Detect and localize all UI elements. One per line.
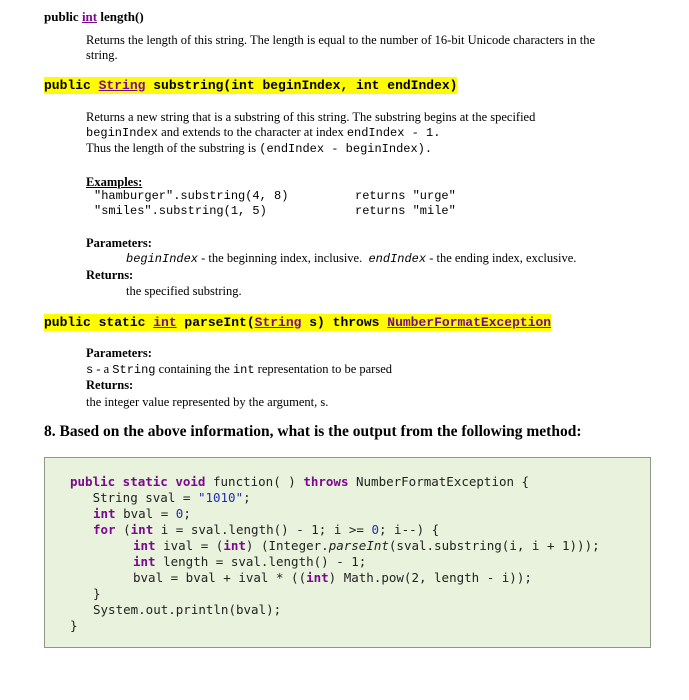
signature-name: length() <box>97 9 144 24</box>
code-keyword: throws <box>303 474 349 489</box>
code-keyword: int <box>223 538 246 553</box>
param-begin-index: beginIndex <box>126 252 199 266</box>
substring-returns-heading: Returns: <box>86 268 134 282</box>
substring-desc-line2 <box>86 125 440 141</box>
substring-returns-text: the specified substring. <box>126 284 242 298</box>
code-text: ( <box>115 522 131 537</box>
code-line-5 <box>133 538 600 553</box>
code-text: ; <box>243 490 251 505</box>
code-keyword: for <box>93 522 116 537</box>
param-desc: representation to be parsed <box>254 362 392 376</box>
signature-return-type: int <box>153 315 177 330</box>
code-method: parseInt <box>328 538 389 553</box>
parseint-method-signature <box>44 314 551 331</box>
signature-name: parseInt( <box>176 315 255 330</box>
code-text: ival = ( <box>155 538 224 553</box>
code-end-index: endIndex - 1. <box>346 126 441 140</box>
signature-return-type: String <box>98 78 146 93</box>
example-1-call: "hamburger".substring(4, 8) <box>94 189 289 203</box>
code-text: bval = bval + ival * (( <box>133 570 307 585</box>
code-keyword: public static void <box>70 474 206 489</box>
param-desc: - a <box>93 362 113 376</box>
question-text: 8. Based on the above information, what is the output from the following method: <box>44 423 582 440</box>
signature-exception: NumberFormatException <box>387 315 552 330</box>
code-text: String sval = <box>70 490 198 505</box>
substring-desc-line1: Returns a new string that is a substring of this string. The substring begins at the specified <box>86 110 536 124</box>
code-keyword: int <box>133 538 156 553</box>
signature-name: substring(int beginIndex, int endIndex) <box>145 78 458 93</box>
code-keyword: int <box>130 522 154 537</box>
param-code: String <box>112 363 156 377</box>
param-end-index: endIndex <box>368 252 427 266</box>
substring-parameters <box>126 251 576 267</box>
code-line-2 <box>70 490 251 505</box>
length-description-line1: Returns the length of this string. The length is equal to the number of 16-bit Unicode characters in the <box>86 33 596 47</box>
code-number: 0 <box>175 506 184 521</box>
substring-method-signature <box>44 77 457 94</box>
param-code: int <box>232 363 255 377</box>
code-keyword: int <box>306 570 329 585</box>
example-1-result: returns "urge" <box>355 189 456 203</box>
code-keyword: int <box>93 506 116 521</box>
code-begin-index: beginIndex <box>86 126 159 140</box>
parseint-parameter <box>86 362 392 378</box>
code-text: ; <box>183 506 191 521</box>
code-text: (sval.substring(i, i + 1))); <box>388 538 600 553</box>
code-keyword: int <box>133 554 156 569</box>
param-desc: - the ending index, exclusive. <box>426 251 577 265</box>
code-text: length = sval.length() - 1; <box>155 554 367 569</box>
code-line-1 <box>70 474 529 489</box>
code-line-9: System.out.println(bval); <box>93 602 282 617</box>
param-code: s <box>86 363 94 377</box>
length-description-line2: string. <box>86 48 118 62</box>
param-desc: - the beginning index, inclusive. <box>198 251 363 265</box>
code-length-formula: (endIndex - beginIndex). <box>259 142 433 156</box>
parseint-parameters-heading: Parameters: <box>86 346 152 360</box>
param-desc: containing the <box>155 362 233 376</box>
example-2-result: returns "mile" <box>355 204 456 218</box>
code-text: ; i--) { <box>379 522 440 537</box>
code-line-4 <box>93 522 439 537</box>
examples-heading: Examples: <box>86 175 143 189</box>
signature-return-type: int <box>81 9 98 24</box>
substring-desc-line3 <box>86 141 432 157</box>
desc-text: and extends to the character at index <box>158 125 347 139</box>
code-line-8: } <box>93 586 101 601</box>
signature-modifier: public static <box>44 315 154 330</box>
code-number: 0 <box>371 522 379 537</box>
example-2-call: "smiles".substring(1, 5) <box>94 204 267 218</box>
code-text: function( ) <box>205 474 304 489</box>
parseint-returns-heading: Returns: <box>86 378 134 392</box>
signature-param-type: String <box>254 315 302 330</box>
substring-parameters-heading: Parameters: <box>86 236 152 250</box>
code-line-3 <box>93 506 191 521</box>
signature-modifier: public <box>44 9 82 24</box>
code-text: ) Math.pow(2, length - i)); <box>328 570 532 585</box>
length-method-signature <box>44 9 144 25</box>
parseint-returns-text: the integer value represented by the argument, s. <box>86 395 329 409</box>
desc-text: Thus the length of the substring is <box>86 141 260 155</box>
code-text: NumberFormatException { <box>348 474 530 489</box>
code-line-10: } <box>70 618 78 633</box>
code-text: ) (Integer. <box>245 538 329 553</box>
code-string: "1010" <box>197 490 244 505</box>
code-text: bval = <box>115 506 176 521</box>
signature-modifier: public <box>44 78 99 93</box>
code-text: i = sval.length() - 1; i >= <box>153 522 372 537</box>
code-line-6 <box>133 554 366 569</box>
code-block <box>44 457 651 648</box>
signature-param: s) throws <box>301 315 388 330</box>
code-line-7 <box>133 570 532 585</box>
